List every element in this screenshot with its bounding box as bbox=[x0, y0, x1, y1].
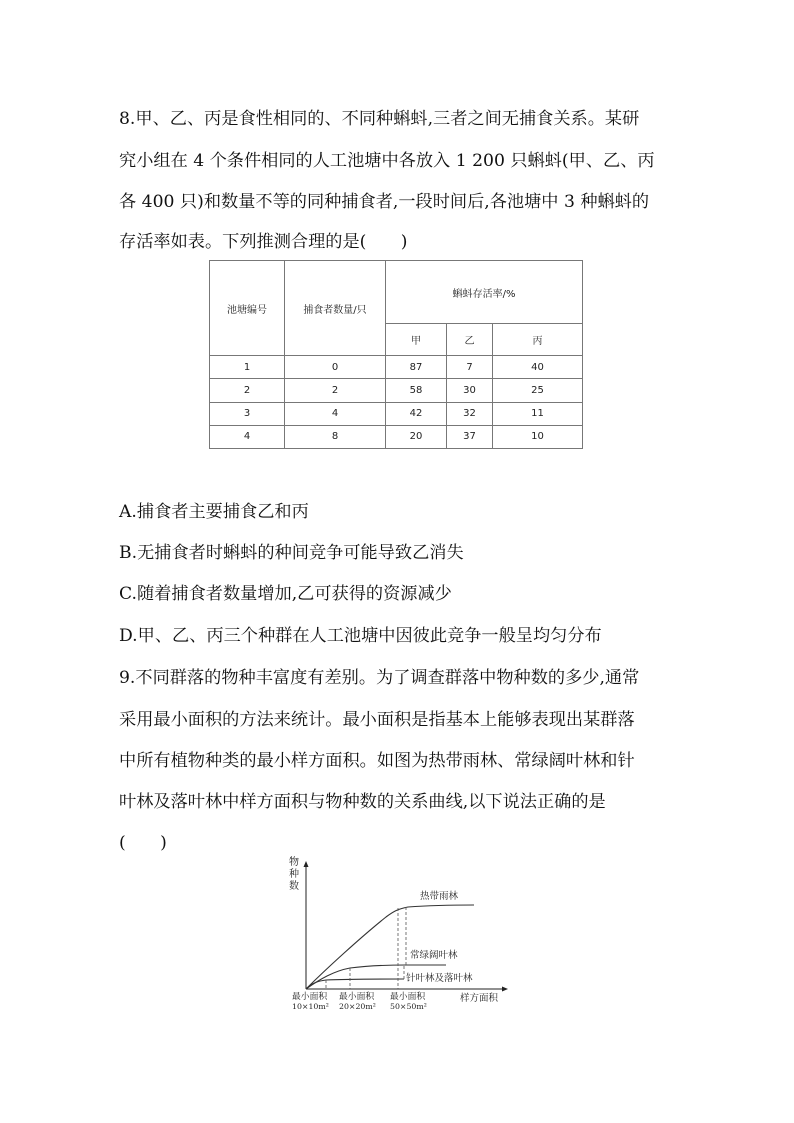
series-label-coniferous-deciduous: 针叶林及落叶林 bbox=[406, 973, 473, 984]
table-row bbox=[210, 356, 583, 379]
col-survival: 蝌蚪存活率/% bbox=[386, 261, 583, 324]
cell-jia: 20 bbox=[386, 425, 447, 448]
q8-option-d: D.甲、乙、丙三个种群在人工池塘中因彼此竞争一般呈均匀分布 bbox=[119, 626, 602, 646]
q9-line-5: ( ) bbox=[119, 833, 167, 853]
col-jia: 甲 bbox=[386, 324, 447, 356]
cell-bing: 40 bbox=[493, 356, 583, 379]
cell-pond: 2 bbox=[210, 379, 285, 402]
x-tick-top-1: 最小面积 bbox=[292, 992, 328, 1002]
x-label: 样方面积 bbox=[460, 993, 499, 1004]
q9-line-4: 叶林及落叶林中样方面积与物种数的关系曲线,以下说法正确的是 bbox=[119, 792, 606, 812]
cell-bing: 11 bbox=[493, 402, 583, 425]
cell-bing: 10 bbox=[493, 425, 583, 448]
cell-bing: 25 bbox=[493, 379, 583, 402]
q8-option-b: B.无捕食者时蝌蚪的种间竞争可能导致乙消失 bbox=[119, 543, 464, 563]
cell-predators: 8 bbox=[285, 425, 386, 448]
table-row bbox=[210, 425, 583, 448]
cell-predators: 4 bbox=[285, 402, 386, 425]
q8-line-2: 究小组在 4 个条件相同的人工池塘中各放入 1 200 只蝌蚪(甲、乙、丙 bbox=[119, 151, 655, 171]
cell-yi: 37 bbox=[447, 425, 493, 448]
q8-line-4: 存活率如表。下列推测合理的是( ) bbox=[119, 232, 408, 252]
cell-yi: 7 bbox=[447, 356, 493, 379]
x-axis-arrow bbox=[502, 987, 508, 992]
series-line-coniferous-deciduous bbox=[306, 979, 404, 989]
x-tick-bottom-3: 50×50m² bbox=[390, 1002, 427, 1011]
series-label-tropical-rainforest: 热带雨林 bbox=[420, 891, 459, 902]
y-label-char-3: 数 bbox=[289, 881, 299, 892]
cell-predators: 2 bbox=[285, 379, 386, 402]
x-tick-bottom-2: 20×20m² bbox=[339, 1002, 376, 1011]
col-bing: 丙 bbox=[493, 324, 583, 356]
cell-jia: 58 bbox=[386, 379, 447, 402]
cell-pond: 3 bbox=[210, 402, 285, 425]
x-tick-top-3: 最小面积 bbox=[390, 992, 426, 1002]
col-predators: 捕食者数量/只 bbox=[285, 261, 386, 356]
cell-pond: 1 bbox=[210, 356, 285, 379]
q9-line-1: 9.不同群落的物种丰富度有差别。为了调查群落中物种数的多少,通常 bbox=[119, 668, 640, 688]
q8-line-1: 8.甲、乙、丙是食性相同的、不同种蝌蚪,三者之间无捕食关系。某研 bbox=[119, 109, 640, 129]
q8-option-c: C.随着捕食者数量增加,乙可获得的资源减少 bbox=[119, 584, 452, 604]
cell-jia: 42 bbox=[386, 402, 447, 425]
table-row bbox=[210, 402, 583, 425]
x-tick-top-2: 最小面积 bbox=[339, 992, 375, 1002]
q9-line-3: 中所有植物种类的最小样方面积。如图为热带雨林、常绿阔叶林和针 bbox=[119, 751, 635, 771]
x-tick-bottom-1: 10×10m² bbox=[292, 1002, 329, 1011]
y-label-char-2: 种 bbox=[289, 869, 299, 880]
cell-predators: 0 bbox=[285, 356, 386, 379]
series-label-evergreen-broadleaf: 常绿阔叶林 bbox=[410, 950, 458, 961]
q8-option-a: A.捕食者主要捕食乙和丙 bbox=[119, 502, 309, 522]
cell-yi: 32 bbox=[447, 402, 493, 425]
cell-yi: 30 bbox=[447, 379, 493, 402]
col-pond: 池塘编号 bbox=[210, 261, 285, 356]
cell-pond: 4 bbox=[210, 425, 285, 448]
q8-line-3: 各 400 只)和数量不等的同种捕食者,一段时间后,各池塘中 3 种蝌蚪的 bbox=[119, 192, 650, 212]
q9-line-2: 采用最小面积的方法来统计。最小面积是指基本上能够表现出某群落 bbox=[119, 710, 635, 730]
col-yi: 乙 bbox=[447, 324, 493, 356]
species-area-chart bbox=[286, 855, 516, 1015]
cell-jia: 87 bbox=[386, 356, 447, 379]
y-label-char-1: 物 bbox=[289, 857, 299, 868]
table-row bbox=[210, 379, 583, 402]
survival-table bbox=[209, 260, 583, 449]
y-axis-arrow bbox=[304, 861, 309, 867]
